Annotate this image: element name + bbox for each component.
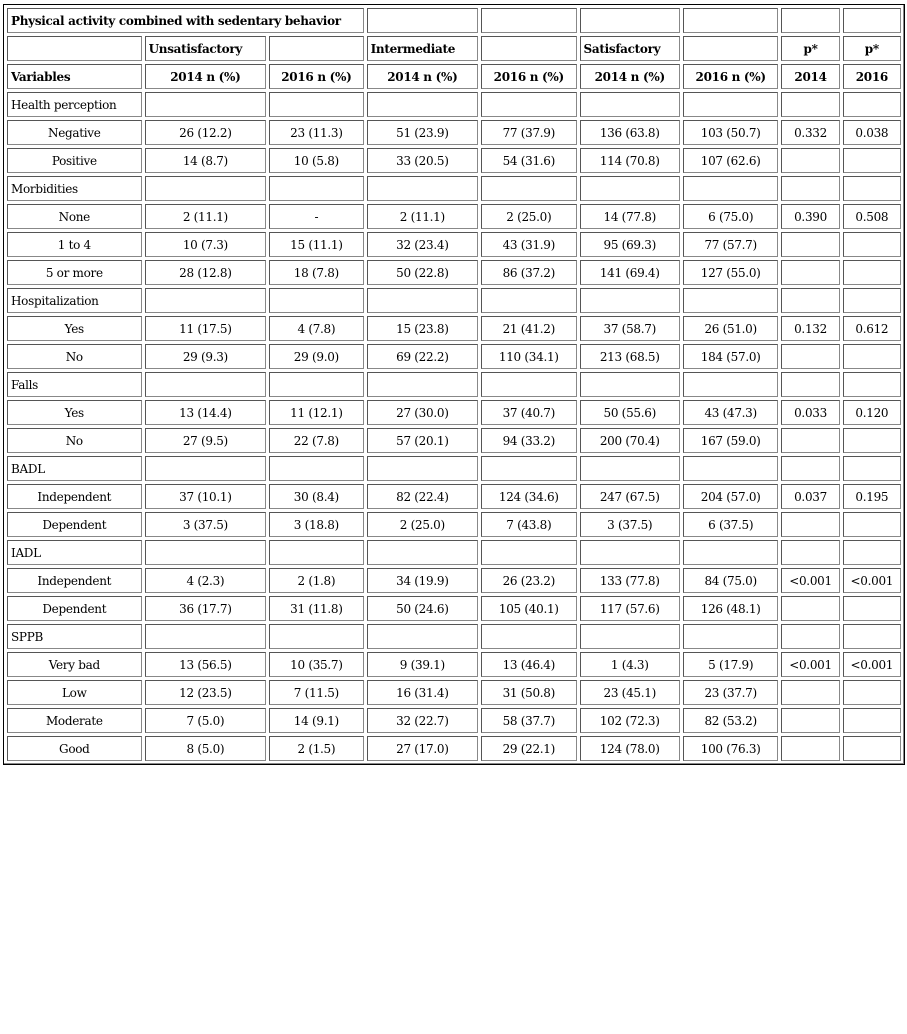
value-cell: 124 (78.0) bbox=[580, 736, 680, 761]
value-cell: 43 (31.9) bbox=[481, 232, 576, 257]
empty-cell bbox=[481, 92, 576, 117]
empty-cell bbox=[781, 92, 839, 117]
p-value-cell bbox=[843, 148, 901, 173]
value-cell: 16 (31.4) bbox=[367, 680, 479, 705]
table-row bbox=[7, 484, 901, 509]
value-cell: 15 (11.1) bbox=[269, 232, 363, 257]
value-cell: 31 (11.8) bbox=[269, 596, 363, 621]
table-row bbox=[7, 596, 901, 621]
value-cell: 13 (14.4) bbox=[145, 400, 267, 425]
row-label: Dependent bbox=[7, 596, 142, 621]
empty-cell bbox=[481, 624, 576, 649]
empty-cell bbox=[580, 624, 680, 649]
section-label: BADL bbox=[7, 456, 142, 481]
group-header-cell: Intermediate bbox=[367, 36, 479, 61]
value-cell: 114 (70.8) bbox=[580, 148, 680, 173]
value-cell: 37 (40.7) bbox=[481, 400, 576, 425]
row-label: Negative bbox=[7, 120, 142, 145]
column-header-cell: 2016 bbox=[843, 64, 901, 89]
empty-cell bbox=[781, 8, 839, 33]
value-cell: 10 (7.3) bbox=[145, 232, 267, 257]
p-value-cell bbox=[843, 596, 901, 621]
value-cell: 2 (1.5) bbox=[269, 736, 363, 761]
column-header-cell: 2014 n (%) bbox=[145, 64, 267, 89]
value-cell: 4 (2.3) bbox=[145, 568, 267, 593]
empty-cell bbox=[781, 288, 839, 313]
table-row bbox=[7, 344, 901, 369]
empty-cell bbox=[145, 92, 267, 117]
value-cell: 14 (77.8) bbox=[580, 204, 680, 229]
value-cell: 27 (30.0) bbox=[367, 400, 479, 425]
value-cell: 86 (37.2) bbox=[481, 260, 576, 285]
column-header-row bbox=[7, 64, 901, 89]
value-cell: 36 (17.7) bbox=[145, 596, 267, 621]
value-cell: 2 (11.1) bbox=[367, 204, 479, 229]
empty-cell bbox=[843, 624, 901, 649]
p-value-cell bbox=[843, 260, 901, 285]
empty-cell bbox=[145, 624, 267, 649]
group-header-cell bbox=[481, 36, 576, 61]
empty-cell bbox=[145, 540, 267, 565]
section-label: SPPB bbox=[7, 624, 142, 649]
value-cell: 18 (7.8) bbox=[269, 260, 363, 285]
empty-cell bbox=[269, 92, 363, 117]
value-cell: 29 (9.3) bbox=[145, 344, 267, 369]
empty-cell bbox=[481, 8, 576, 33]
value-cell: 204 (57.0) bbox=[683, 484, 778, 509]
p-value-cell: <0.001 bbox=[843, 652, 901, 677]
value-cell: 141 (69.4) bbox=[580, 260, 680, 285]
empty-cell bbox=[683, 624, 778, 649]
p-value-cell: 0.332 bbox=[781, 120, 839, 145]
row-label: 1 to 4 bbox=[7, 232, 142, 257]
empty-cell bbox=[269, 624, 363, 649]
p-value-cell bbox=[781, 596, 839, 621]
value-cell: 7 (11.5) bbox=[269, 680, 363, 705]
empty-cell bbox=[683, 8, 778, 33]
group-header-cell bbox=[683, 36, 778, 61]
value-cell: 82 (53.2) bbox=[683, 708, 778, 733]
section-label: Health perception bbox=[7, 92, 142, 117]
group-header-cell: Unsatisfactory bbox=[145, 36, 267, 61]
value-cell: 77 (37.9) bbox=[481, 120, 576, 145]
table-row bbox=[7, 568, 901, 593]
value-cell: 11 (12.1) bbox=[269, 400, 363, 425]
value-cell: 2 (25.0) bbox=[367, 512, 479, 537]
empty-cell bbox=[367, 540, 479, 565]
value-cell: 82 (22.4) bbox=[367, 484, 479, 509]
value-cell: 32 (23.4) bbox=[367, 232, 479, 257]
table-row bbox=[7, 260, 901, 285]
value-cell: 34 (19.9) bbox=[367, 568, 479, 593]
p-value-cell: <0.001 bbox=[781, 568, 839, 593]
table-title: Physical activity combined with sedentary behavior bbox=[7, 8, 364, 33]
value-cell: 133 (77.8) bbox=[580, 568, 680, 593]
value-cell: 14 (9.1) bbox=[269, 708, 363, 733]
p-value-cell: <0.001 bbox=[781, 652, 839, 677]
empty-cell bbox=[481, 176, 576, 201]
value-cell: 57 (20.1) bbox=[367, 428, 479, 453]
empty-cell bbox=[843, 92, 901, 117]
value-cell: 26 (12.2) bbox=[145, 120, 267, 145]
p-value-cell bbox=[843, 512, 901, 537]
p-value-cell bbox=[781, 428, 839, 453]
empty-cell bbox=[683, 92, 778, 117]
p-value-cell: <0.001 bbox=[843, 568, 901, 593]
empty-cell bbox=[683, 372, 778, 397]
value-cell: 54 (31.6) bbox=[481, 148, 576, 173]
empty-cell bbox=[269, 372, 363, 397]
p-value-cell: 0.390 bbox=[781, 204, 839, 229]
section-row bbox=[7, 456, 901, 481]
value-cell: 58 (37.7) bbox=[481, 708, 576, 733]
value-cell: 50 (22.8) bbox=[367, 260, 479, 285]
section-label: Hospitalization bbox=[7, 288, 142, 313]
p-value-cell bbox=[781, 344, 839, 369]
row-label: Yes bbox=[7, 316, 142, 341]
group-header-cell: p* bbox=[843, 36, 901, 61]
p-value-cell bbox=[781, 736, 839, 761]
value-cell: 5 (17.9) bbox=[683, 652, 778, 677]
empty-cell bbox=[580, 372, 680, 397]
value-cell: 29 (22.1) bbox=[481, 736, 576, 761]
value-cell: 50 (55.6) bbox=[580, 400, 680, 425]
value-cell: 4 (7.8) bbox=[269, 316, 363, 341]
column-header-cell: 2016 n (%) bbox=[269, 64, 363, 89]
table-row bbox=[7, 512, 901, 537]
value-cell: - bbox=[269, 204, 363, 229]
p-value-cell: 0.120 bbox=[843, 400, 901, 425]
table-row bbox=[7, 680, 901, 705]
p-value-cell bbox=[781, 512, 839, 537]
table-row bbox=[7, 148, 901, 173]
section-row bbox=[7, 92, 901, 117]
value-cell: 2 (11.1) bbox=[145, 204, 267, 229]
value-cell: 26 (51.0) bbox=[683, 316, 778, 341]
value-cell: 117 (57.6) bbox=[580, 596, 680, 621]
empty-cell bbox=[367, 372, 479, 397]
section-row bbox=[7, 176, 901, 201]
value-cell: 23 (11.3) bbox=[269, 120, 363, 145]
value-cell: 103 (50.7) bbox=[683, 120, 778, 145]
section-row bbox=[7, 540, 901, 565]
empty-cell bbox=[580, 456, 680, 481]
empty-cell bbox=[145, 456, 267, 481]
row-label: No bbox=[7, 428, 142, 453]
empty-cell bbox=[781, 176, 839, 201]
empty-cell bbox=[367, 624, 479, 649]
value-cell: 107 (62.6) bbox=[683, 148, 778, 173]
value-cell: 184 (57.0) bbox=[683, 344, 778, 369]
table-row bbox=[7, 232, 901, 257]
p-value-cell: 0.038 bbox=[843, 120, 901, 145]
empty-cell bbox=[580, 176, 680, 201]
group-header-cell bbox=[269, 36, 363, 61]
column-header-cell: 2014 n (%) bbox=[367, 64, 479, 89]
table-row bbox=[7, 708, 901, 733]
value-cell: 51 (23.9) bbox=[367, 120, 479, 145]
value-cell: 13 (46.4) bbox=[481, 652, 576, 677]
empty-cell bbox=[843, 540, 901, 565]
row-label: Yes bbox=[7, 400, 142, 425]
value-cell: 126 (48.1) bbox=[683, 596, 778, 621]
table-row bbox=[7, 400, 901, 425]
empty-cell bbox=[781, 540, 839, 565]
table-body bbox=[7, 8, 901, 761]
empty-cell bbox=[580, 288, 680, 313]
value-cell: 136 (63.8) bbox=[580, 120, 680, 145]
empty-cell bbox=[580, 540, 680, 565]
empty-cell bbox=[145, 288, 267, 313]
empty-cell bbox=[481, 540, 576, 565]
value-cell: 15 (23.8) bbox=[367, 316, 479, 341]
value-cell: 13 (56.5) bbox=[145, 652, 267, 677]
value-cell: 12 (23.5) bbox=[145, 680, 267, 705]
table-row bbox=[7, 316, 901, 341]
value-cell: 8 (5.0) bbox=[145, 736, 267, 761]
table-row bbox=[7, 428, 901, 453]
value-cell: 3 (37.5) bbox=[580, 512, 680, 537]
empty-cell bbox=[367, 176, 479, 201]
empty-cell bbox=[269, 288, 363, 313]
value-cell: 14 (8.7) bbox=[145, 148, 267, 173]
p-value-cell: 0.195 bbox=[843, 484, 901, 509]
section-row bbox=[7, 624, 901, 649]
empty-cell bbox=[781, 456, 839, 481]
empty-cell bbox=[781, 624, 839, 649]
table-row bbox=[7, 204, 901, 229]
p-value-cell bbox=[843, 232, 901, 257]
p-value-cell bbox=[843, 736, 901, 761]
row-label: None bbox=[7, 204, 142, 229]
empty-cell bbox=[481, 456, 576, 481]
value-cell: 27 (9.5) bbox=[145, 428, 267, 453]
value-cell: 21 (41.2) bbox=[481, 316, 576, 341]
title-row bbox=[7, 8, 901, 33]
value-cell: 247 (67.5) bbox=[580, 484, 680, 509]
p-value-cell: 0.033 bbox=[781, 400, 839, 425]
empty-cell bbox=[269, 540, 363, 565]
value-cell: 3 (37.5) bbox=[145, 512, 267, 537]
value-cell: 27 (17.0) bbox=[367, 736, 479, 761]
value-cell: 28 (12.8) bbox=[145, 260, 267, 285]
column-header-cell: Variables bbox=[7, 64, 142, 89]
row-label: No bbox=[7, 344, 142, 369]
group-header-cell: Satisfactory bbox=[580, 36, 680, 61]
p-value-cell bbox=[781, 260, 839, 285]
empty-cell bbox=[269, 456, 363, 481]
section-label: IADL bbox=[7, 540, 142, 565]
value-cell: 37 (58.7) bbox=[580, 316, 680, 341]
table-row bbox=[7, 120, 901, 145]
empty-cell bbox=[367, 288, 479, 313]
value-cell: 2 (1.8) bbox=[269, 568, 363, 593]
value-cell: 10 (5.8) bbox=[269, 148, 363, 173]
value-cell: 167 (59.0) bbox=[683, 428, 778, 453]
value-cell: 84 (75.0) bbox=[683, 568, 778, 593]
value-cell: 77 (57.7) bbox=[683, 232, 778, 257]
column-header-cell: 2016 n (%) bbox=[683, 64, 778, 89]
column-header-cell: 2016 n (%) bbox=[481, 64, 576, 89]
value-cell: 100 (76.3) bbox=[683, 736, 778, 761]
value-cell: 32 (22.7) bbox=[367, 708, 479, 733]
value-cell: 7 (5.0) bbox=[145, 708, 267, 733]
value-cell: 6 (75.0) bbox=[683, 204, 778, 229]
p-value-cell bbox=[843, 344, 901, 369]
p-value-cell bbox=[843, 708, 901, 733]
value-cell: 69 (22.2) bbox=[367, 344, 479, 369]
empty-cell bbox=[843, 372, 901, 397]
value-cell: 23 (37.7) bbox=[683, 680, 778, 705]
value-cell: 9 (39.1) bbox=[367, 652, 479, 677]
row-label: Very bad bbox=[7, 652, 142, 677]
row-label: Independent bbox=[7, 484, 142, 509]
row-label: Positive bbox=[7, 148, 142, 173]
value-cell: 50 (24.6) bbox=[367, 596, 479, 621]
section-label: Falls bbox=[7, 372, 142, 397]
value-cell: 110 (34.1) bbox=[481, 344, 576, 369]
value-cell: 213 (68.5) bbox=[580, 344, 680, 369]
value-cell: 7 (43.8) bbox=[481, 512, 576, 537]
empty-cell bbox=[843, 456, 901, 481]
empty-cell bbox=[843, 176, 901, 201]
p-value-cell bbox=[843, 680, 901, 705]
section-label: Morbidities bbox=[7, 176, 142, 201]
value-cell: 3 (18.8) bbox=[269, 512, 363, 537]
group-header-cell: p* bbox=[781, 36, 839, 61]
p-value-cell bbox=[781, 232, 839, 257]
empty-cell bbox=[580, 92, 680, 117]
empty-cell bbox=[481, 372, 576, 397]
value-cell: 43 (47.3) bbox=[683, 400, 778, 425]
row-label: Moderate bbox=[7, 708, 142, 733]
section-row bbox=[7, 372, 901, 397]
group-header-cell bbox=[7, 36, 142, 61]
column-header-cell: 2014 bbox=[781, 64, 839, 89]
empty-cell bbox=[781, 372, 839, 397]
row-label: Independent bbox=[7, 568, 142, 593]
table-row bbox=[7, 736, 901, 761]
empty-cell bbox=[481, 288, 576, 313]
empty-cell bbox=[367, 92, 479, 117]
value-cell: 23 (45.1) bbox=[580, 680, 680, 705]
value-cell: 95 (69.3) bbox=[580, 232, 680, 257]
value-cell: 127 (55.0) bbox=[683, 260, 778, 285]
group-header-row bbox=[7, 36, 901, 61]
value-cell: 102 (72.3) bbox=[580, 708, 680, 733]
column-header-cell: 2014 n (%) bbox=[580, 64, 680, 89]
row-label: Low bbox=[7, 680, 142, 705]
results-table bbox=[3, 4, 905, 765]
value-cell: 22 (7.8) bbox=[269, 428, 363, 453]
row-label: Good bbox=[7, 736, 142, 761]
p-value-cell: 0.612 bbox=[843, 316, 901, 341]
empty-cell bbox=[843, 8, 901, 33]
value-cell: 124 (34.6) bbox=[481, 484, 576, 509]
value-cell: 1 (4.3) bbox=[580, 652, 680, 677]
p-value-cell: 0.508 bbox=[843, 204, 901, 229]
empty-cell bbox=[367, 456, 479, 481]
p-value-cell: 0.132 bbox=[781, 316, 839, 341]
value-cell: 26 (23.2) bbox=[481, 568, 576, 593]
empty-cell bbox=[145, 372, 267, 397]
value-cell: 10 (35.7) bbox=[269, 652, 363, 677]
p-value-cell bbox=[843, 428, 901, 453]
empty-cell bbox=[367, 8, 479, 33]
section-row bbox=[7, 288, 901, 313]
table-row bbox=[7, 652, 901, 677]
p-value-cell bbox=[781, 708, 839, 733]
empty-cell bbox=[269, 176, 363, 201]
p-value-cell bbox=[781, 680, 839, 705]
value-cell: 2 (25.0) bbox=[481, 204, 576, 229]
value-cell: 94 (33.2) bbox=[481, 428, 576, 453]
value-cell: 29 (9.0) bbox=[269, 344, 363, 369]
value-cell: 37 (10.1) bbox=[145, 484, 267, 509]
value-cell: 31 (50.8) bbox=[481, 680, 576, 705]
value-cell: 6 (37.5) bbox=[683, 512, 778, 537]
value-cell: 33 (20.5) bbox=[367, 148, 479, 173]
value-cell: 30 (8.4) bbox=[269, 484, 363, 509]
row-label: Dependent bbox=[7, 512, 142, 537]
empty-cell bbox=[580, 8, 680, 33]
empty-cell bbox=[683, 540, 778, 565]
empty-cell bbox=[683, 288, 778, 313]
p-value-cell: 0.037 bbox=[781, 484, 839, 509]
empty-cell bbox=[683, 456, 778, 481]
value-cell: 105 (40.1) bbox=[481, 596, 576, 621]
value-cell: 200 (70.4) bbox=[580, 428, 680, 453]
empty-cell bbox=[843, 288, 901, 313]
empty-cell bbox=[683, 176, 778, 201]
row-label: 5 or more bbox=[7, 260, 142, 285]
empty-cell bbox=[145, 176, 267, 201]
value-cell: 11 (17.5) bbox=[145, 316, 267, 341]
p-value-cell bbox=[781, 148, 839, 173]
